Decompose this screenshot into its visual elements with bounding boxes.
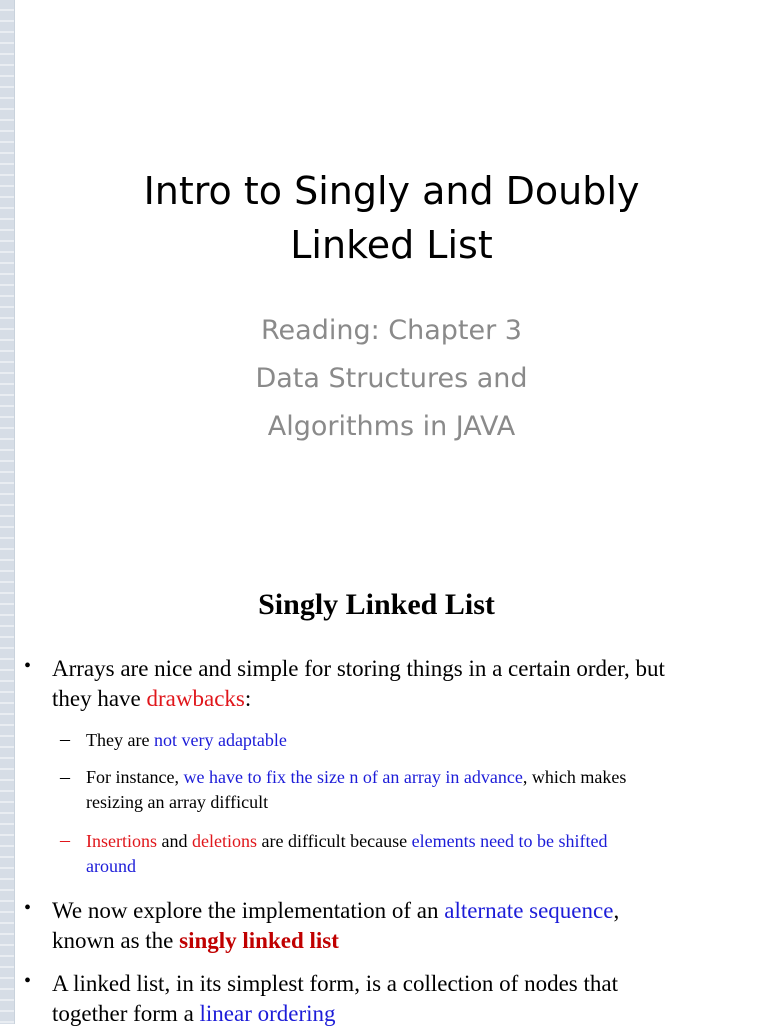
sub-bullet-3-line-2: around bbox=[86, 856, 136, 876]
bullet-3-line-2: together form a linear ordering bbox=[52, 1001, 336, 1026]
bullet-marker: • bbox=[24, 897, 32, 919]
bullet-marker: • bbox=[24, 970, 32, 992]
drawbacks-highlight: drawbacks bbox=[146, 686, 245, 711]
left-scroll-strip bbox=[0, 0, 15, 1024]
slide-2-title: Singly Linked List bbox=[258, 588, 495, 621]
bullet-marker: • bbox=[24, 655, 32, 677]
bullet-3-line-1: A linked list, in its simplest form, is a collection of nodes that bbox=[52, 971, 618, 996]
singly-linked-list-highlight: singly linked list bbox=[179, 928, 339, 953]
sub-bullet-2-line-2: resizing an array difficult bbox=[86, 792, 269, 812]
sub-bullet-3-line-1: Insertions and deletions are difficult because elements need to be shifted bbox=[86, 831, 608, 851]
subtitle-line-2: Data Structures and bbox=[255, 363, 528, 394]
bullet-2-line-2: known as the singly linked list bbox=[52, 928, 339, 953]
dash-marker: – bbox=[60, 829, 70, 851]
bullet-1-line-1: Arrays are nice and simple for storing things in a certain order, but bbox=[52, 656, 665, 681]
dash-marker: – bbox=[60, 728, 70, 750]
title-line-2: Linked List bbox=[290, 223, 493, 267]
bullet-1-line-2: they have drawbacks: bbox=[52, 686, 252, 711]
subtitle-line-1: Reading: Chapter 3 bbox=[261, 315, 522, 346]
dash-marker: – bbox=[60, 766, 70, 788]
slide-1 bbox=[15, 0, 768, 568]
bullet-2-line-1: We now explore the implementation of an alternate sequence, bbox=[52, 898, 620, 923]
title-line-1: Intro to Singly and Doubly bbox=[143, 169, 640, 213]
slide-2 bbox=[15, 568, 768, 1024]
slide-1-title bbox=[15, 164, 768, 272]
subtitle-line-3: Algorithms in JAVA bbox=[267, 411, 516, 442]
sub-bullet-2-line-1: For instance, we have to fix the size n of an array in advance, which makes bbox=[86, 767, 627, 787]
sub-bullet-1: They are not very adaptable bbox=[86, 730, 287, 750]
slide-1-subtitle bbox=[15, 307, 768, 451]
